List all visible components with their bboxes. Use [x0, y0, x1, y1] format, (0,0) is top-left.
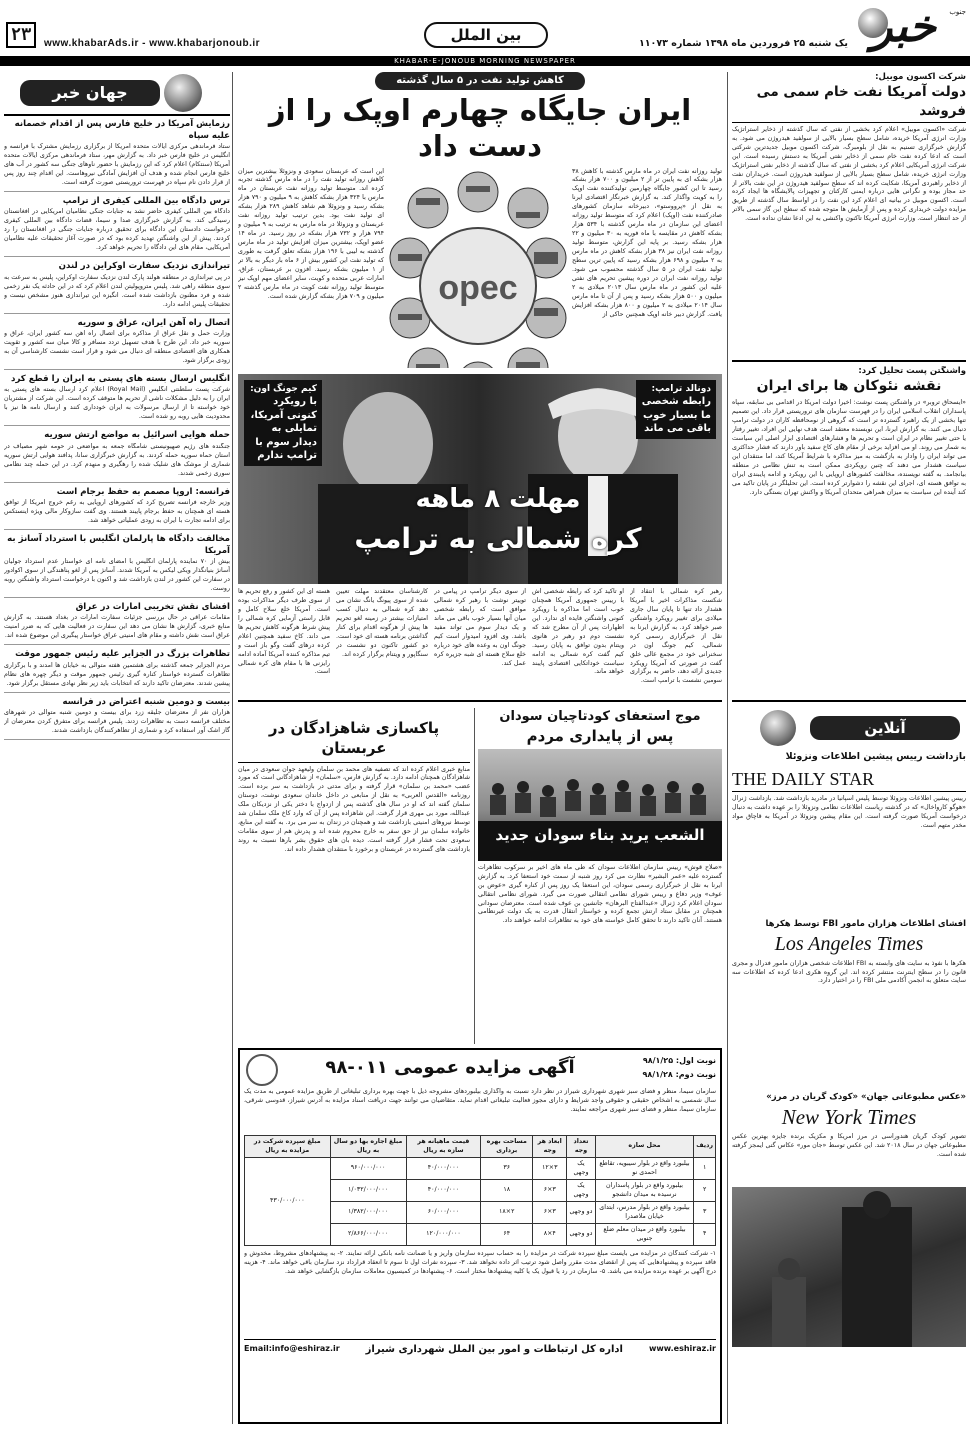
auction-cell: ۱/۰۳۲/۰۰۰/۰۰۰ [330, 1180, 406, 1202]
sudan-story [478, 708, 722, 1044]
auction-cell: بیلبورد واقع در بلوار سیبویه، تقاطع احمدی نو [595, 1158, 694, 1180]
exxon-story [732, 72, 966, 362]
world-news-item [4, 602, 230, 645]
newspaper-banner: KHABAR-E-JONOUB MORNING NEWSPAPER [0, 56, 970, 66]
sudan-protest-photo [478, 749, 722, 861]
world-news-item [4, 196, 230, 257]
world-news-item-title: اتصال راه آهن ایران، عراق و سوریه [77, 317, 230, 328]
world-news-item-title: انگلیس ارسال بسته های پستی به ایران را قطع کرد [11, 373, 230, 384]
daily-star-masthead: THE DAILY STAR [732, 767, 966, 792]
auction-table-row [245, 1158, 716, 1180]
world-news-item-body: وزارت حمل و نقل عراق از مذاکره برای اتصال راه آهن سه کشور ایران، عراق و سوریه خبر داد. این طرح با هدف تسهیل تردد مسافر و کالا میان سه کشور و تقویت همکاری های اقتصادی منطقه ای دنبال می شود و قرار است نشست کارشناسی آن به زودی برگزار شود. [4, 330, 230, 364]
online-label: آنلاین [810, 716, 960, 740]
saudi-story [238, 708, 470, 1044]
world-news-item-title: رزمایش آمریکا در خلیج فارس پس از اقدام خصمانه علیه سپاه [14, 119, 230, 141]
world-globe-icon [164, 74, 202, 112]
summit-body-column: کارشناسان معتقدند مهلت تعیین شده از سوی پیونگ یانگ نشان می دهد کره شمالی به دنبال کسب امتیازات بیشتر در زمینه لغو تحریم ها پیش از هرگونه اقدام برای کنار گذاشتن برنامه هسته ای خود است. دو کشور تاکنون دو نشست در سنگاپور و ویتنام برگزار کرده اند. [336, 588, 428, 658]
world-news-item-body: مردم الجزایر جمعه گذشته برای هشتمین هفته متوالی به خیابان ها آمدند و با برگزاری تظاهرات گسترده خواستار کناره گیری رئیس جمهور موقت و دیگر چهره های نظام پیشین شدند. معترضان تاکید دارند که انتخابات باید زیر نظر نهادی مستقل برگزار شود. [4, 661, 230, 687]
auction-cell: ۲ [694, 1180, 716, 1202]
world-news-column [4, 72, 230, 1424]
auction-cell: ۱۲۰/۰۰۰/۰۰۰ [406, 1224, 481, 1246]
world-news-item-title: بیست و دومین شنبه اعتراض در فرانسه [62, 696, 230, 707]
world-news-item [4, 261, 230, 313]
world-news-item-title: حمله هوایی اسرائیل به مواضع ارتش سوریه [44, 430, 230, 441]
auction-turn-2: نوبت دوم: ۹۸/۱/۲۸ [642, 1070, 716, 1079]
trump-caption [636, 380, 716, 439]
neocon-headline: نقشه نئوکان ها برای ایران [756, 378, 942, 395]
auction-column-header: ردیف [694, 1136, 716, 1158]
auction-cell: ۱/۳۸۲/۰۰۰/۰۰۰ [330, 1202, 406, 1224]
auction-table [244, 1135, 716, 1246]
world-news-item-body: در پی تیراندازی در منطقه هولند پارک لندن نزدیک سفارت اوکراین، پلیس به سرعت به سوی منطقه راهی شد. پلیس متروپولیتن لندن اعلام کرد که در این حادثه یک نفر زخمی شده و فرد مظنون بازداشت شده است. انگیزه این تیراندازی هنوز مشخص نیست و تحقیقات پلیس ادامه دارد. [4, 273, 230, 308]
auction-cell: ۱۸ [481, 1180, 533, 1202]
summit-body-column: رهبر کره شمالی با انتقاد از شکست مذاکرات اخیر با آمریکا هشدار داد تنها تا پایان سال جاری میلادی برای تغییر رویکرد واشنگتن صبر خواهد کرد. به گزارش ایرنا به نقل از خبرگزاری رسمی کره شمالی، کیم جونگ اون در سخنرانی خود در مجمع عالی خلق گفت در صورتی که آمریکا رویکرد جدیدی ارائه دهد، حاضر به برگزاری سومین نشست با ترامپ است. [630, 588, 722, 685]
trump-caption-text: رابطه شخصی ما بسیار خوب باقی می ماند [641, 396, 711, 435]
summit-body-column: از سوی دیگر ترامپ در پیامی در توییتر نوشت با رهبر کره شمالی موافق است که رابطه شخصی میان آنها بسیار خوب باقی می ماند و یک دیدار سوم می تواند مفید باشد. وی افزود امیدوار است کیم جونگ اون به وعده های خود درباره خلع سلاح هسته ای شبه جزیره کره عمل کند. [434, 588, 526, 667]
world-news-item [4, 430, 230, 482]
auction-column-header: قیمت ماهیانه هر سازه به ریال [406, 1136, 481, 1158]
world-news-item-body: هزاران نفر از معترضان جلیقه زرد برای بیست و دومین شنبه متوالی در شهرهای مختلف فرانسه دست به تظاهرات زدند. پلیس فرانسه برای متفرق کردن معترضان از گاز اشک آور استفاده کرد و شماری از تظاهرکنندگان بازداشت شدند. [4, 709, 230, 735]
online-body-2: هکرها با نفوذ به سایت های وابسته به FBI اطلاعات شخصی هزاران مامور فدرال و مجری قانون را در سطح اینترنت منتشر کرده اند. این گروه هکری ادعا کرده که اطلاعات سه سایت متعلق به انجمن آکادمی ملی FBI را در اختیار دارد. [732, 959, 966, 985]
opec-logo-text: opec [438, 268, 518, 307]
auction-column-header: مساحت بهره برداری [481, 1136, 533, 1158]
world-news-list [4, 119, 230, 740]
online-headline: بازداشت رییس پیشین اطلاعات ونزوئلا [785, 751, 966, 762]
auction-web[interactable]: www.eshiraz.ir [648, 1344, 716, 1354]
auction-cell: دو وجهی [567, 1224, 595, 1246]
world-news-item [4, 119, 230, 192]
column-divider [727, 72, 728, 1424]
auction-cell: بیلبورد واقع در بلوار مدرس، ابتدای خیابان ملاصدرا [595, 1202, 694, 1224]
auction-cell: ۲/۸۶۶/۰۰۰/۰۰۰ [330, 1224, 406, 1246]
auction-cell: ۹۶۰/۰۰۰/۰۰۰ [330, 1158, 406, 1180]
world-news-item [4, 649, 230, 692]
newspaper-logo [856, 2, 966, 54]
world-news-item-title: تظاهرات بزرگ در الجزایر علیه رئیس جمهور موقت [15, 649, 230, 660]
summit-body-column: او تاکید کرد که رابطه شخصی اش با رییس جمهوری آمریکا همچنان خوب است اما مذاکره با رویکرد کنونی واشنگتن فایده ای ندارد. این اظهارات پس از آن مطرح شد که نشست دوم دو رهبر در هانوی ویتنام بدون توافق به پایان رسید. کیم گفت کره شمالی به ادامه سیاست خوداتکایی اقتصادی پایبند خواهد ماند. [532, 588, 624, 676]
online-body-3: تصویر کودک گریان هندوراسی در مرز آمریکا و مکزیک برنده جایزه بهترین عکس مطبوعاتی جهان در سال ۲۰۱۸ شد. این عکس توسط «جان مور» عکاس گتی ایمجز گرفته شده است. [732, 1133, 966, 1159]
world-news-item-title: مخالفت دادگاه ها پارلمان انگلیس با استرداد آسانژ به آمریکا [7, 533, 230, 556]
online-subhead-3: «عکس مطبوعاتی جهان» «کودک گریان در مرز» [766, 1091, 966, 1102]
auction-cell: یک وجهی [567, 1180, 595, 1202]
photo-silhouette [732, 1187, 966, 1347]
online-body-1: رییس پیشین اطلاعات ونزوئلا توسط پلیس اسپانیا در مادرید بازداشت شد. بازداشت ژنرال «هوگو کارواخال» که در گذشته ریاست اطلاعات نظامی ونزوئلا را بر عهده داشت به دنبال درخواست آمریکا صورت گرفته است. این مقام پیشین ونزوئلا در آمریکا به قاچاق مواد مخدر متهم است. [732, 795, 966, 829]
nyt-masthead: New York Times [781, 1105, 917, 1130]
world-news-item-body: بیش از ۷۰ نماینده پارلمان انگلیس با امضای نامه ای خواستار عدم استرداد جولیان آسانژ بنیانگذار ویکی لیکس به آمریکا شدند. آسانژ پس از لغو پناهندگی از سوی اکوادور در سفارت این کشور در لندن بازداشت شد و اکنون با درخواست استرداد واشنگتن روبه روست. [4, 558, 230, 592]
sudan-body: «صلاح قوش» رییس سازمان اطلاعات سودان که طی ماه های اخیر بر سرکوب تظاهرات گسترده علیه «عمر البشیر» نظارت می کرد روز شنبه از سمت خود استعفا کرد. به گزارش ایرنا به نقل از خبرگزاری رسمی سودان، این استعفا یک روز پس از کناره گیری «عوض بن عوف» وزیر دفاع و رییس شورای نظامی انتقالی صورت می گیرد. شورای نظامی انتقالی سودان اعلام کرد ژنرال «عبدالفتاح البرهان» جانشین بن عوف شده است. معترضان سودانی همچنان در مقابل ستاد ارتش تجمع کرده و خواستار انتقال قدرت به یک دولت غیرنظامی هستند. آنان تاکید دارند تا تحقق کامل خواسته های خود به تظاهرات ادامه خواهند داد. [478, 863, 722, 925]
world-news-item [4, 487, 230, 530]
auction-cell: ۲×۱۸ [481, 1202, 533, 1224]
exxon-headline: دولت آمریکا نفت خام سمی می فروشد [732, 83, 966, 122]
auction-deposit-cell: ۴۳۰/۰۰۰/۰۰۰ [245, 1158, 331, 1246]
lead-story [238, 72, 722, 368]
world-news-item [4, 534, 230, 598]
auction-table-body [245, 1158, 716, 1246]
page-number: ۲۳ [6, 22, 36, 48]
la-times-masthead: Los Angeles Times [774, 932, 924, 955]
world-news-item-body: مقامات عراقی در حال بررسی جزئیات سفارت امارات در بغداد هستند. به گزارش منابع خبری، گزارش ها نشان می دهد این سفارت در فعالیت هایی که به ضرر امنیت عراق است نقش داشته و مقام های امنیتی عراق خواستار پیگیری این موضوع شده اند. [4, 614, 230, 640]
world-news-item-body: دادگاه بین المللی کیفری حاضر نشد به جنایات جنگی نظامیان آمریکایی در افغانستان رسیدگی کند. به گزارش خبرگزاری صدا و سیما، قضات دادگاه بین المللی کیفری درخواست دادستان این دادگاه برای تحقیق درباره جنایات جنگی در افغانستان را رد کردند. پیش از این واشنگتن تهدید کرده بود که در صورت آغاز تحقیقات علیه نظامیان آمریکایی، مقام های این دادگاه را تحریم خواهد کرد. [4, 208, 230, 252]
auction-turn-1: نوبت اول: ۹۸/۱/۲۵ [642, 1056, 716, 1065]
online-globe-icon [760, 710, 796, 746]
auction-column-header: محل سازه [595, 1136, 694, 1158]
world-news-item-body: وزیر خارجه فرانسه تصریح کرد که کشورهای اروپایی به رغم خروج آمریکا از توافق هسته ای همچنان به حفظ برجام پایبند هستند. وی گفت سازوکار مالی ویژه اینستکس برای ادامه تجارت با ایران به زودی عملیاتی خواهد شد. [4, 499, 230, 524]
online-subhead-2: افشای اطلاعات هزاران مامور FBI توسط هکرها [765, 919, 966, 930]
auction-cell: بیلبورد واقع در بلوار پاسداران نرسیده به میدان دانشجو [595, 1180, 694, 1202]
lead-headline: ایران جایگاه چهارم اوپک را از دست داد [268, 92, 692, 163]
kim-caption [244, 380, 322, 466]
border-child-photo [732, 1187, 966, 1347]
summit-headline-1: مهلت ۸ ماهه [415, 484, 581, 514]
auction-cell: بیلبورد واقع در میدان معلم ضلع جنوبی [595, 1224, 694, 1246]
auction-cell: ۳ [694, 1202, 716, 1224]
auction-cell: دو وجهی [567, 1202, 595, 1224]
kim-caption-kicker: کیم جونگ اون: [250, 384, 317, 394]
saudi-headline: پاکسازی شاهزادگان در عربستان [238, 718, 470, 763]
auction-cell: ۴۰/۰۰۰/۰۰۰ [406, 1158, 481, 1180]
world-news-item [4, 697, 230, 740]
world-news-item-body: ستاد فرماندهی مرکزی ایالات متحده آمریکا از برگزاری رزمایش مشترک با فرانسه و انگلیس در خلیج فارس خبر داد. به گزارش مهر، ستاد فرماندهی مرکزی ایالات متحده آمریکا (سنتکام) اعلام کرد که این رزمایش با حضور ناوهای جنگی سه کشور در آب های خلیج فارس انجام شده و هدف آن افزایش آمادگی نیروهاست. این اقدام چند روز پس از قرار دادن نام سپاه در فهرست تروریستی صورت گرفته است. [4, 143, 230, 186]
summit-body-column: هسته ای این کشور و رفع تحریم ها از سوی طرف دیگر مذاکرات بوده است. آمریکا خلع سلاح کامل و قابل راستی آزمایی کره شمالی را پیش شرط هرگونه کاهش تحریم ها می داند. کاخ سفید همچنین اعلام کرده درهای گفت وگو باز است و تیم مذاکره کننده آمریکا آماده ادامه رایزنی ها با مقام های کره شمالی است. [238, 588, 330, 676]
lead-body-col2: این است که عربستان سعودی و ونزوئلا بیشترین میزان کاهش روزانه تولید نفت را در ماه مارس گذشته تجربه کرده اند. متوسط تولید روزانه نفت عربستان در ماه مارس با ۳۲۴ هزار بشکه کاهش به ۹ میلیون و ۷۹۰ هزار بشکه رسید و ونزوئلا هم شاهد کاهش ۲۸۹ هزار بشکه ای تولید نفت بود. بدین ترتیب تولید روزانه نفت عربستان و ونزوئلا در ماه مارس به ترتیب به ۹ میلیون و ۷۹۴ هزار و ۷۳۲ هزار بشکه در روز رسید. در ماه ۱۴ عضو اوپک، بیشترین میزان افزایش تولید در ماه مارس گذشته به لیبی با ۱۹۶ هزار بشکه تعلق گرفت به طوری که تولید نفت این کشور بیش از ۶ ماه بار دیگر به بالا تر از ۱ میلیون بشکه رسید. افزون بر عربستان، عراق، امارات عربی متحده و کویت، سایر اعضای مهم اوپک نیز متوسط تولید روزانه نفت کویت در ماه مارس گذشته ۲ میلیون و ۷۰۹ هزار بشکه گزارش شده است. [238, 167, 384, 300]
lead-kicker: کاهش تولید نفت در ۵ سال گذشته [375, 72, 585, 90]
summit-body [238, 588, 722, 702]
auction-footer: اداره کل ارتباطات و امور بین الملل شهرداری شیراز [365, 1344, 623, 1355]
issue-line: یک شنبه ۲۵ فروردین ماه ۱۳۹۸ شماره ۱۱۰۷۳ [638, 38, 848, 49]
auction-cell: ۴×۸ [533, 1224, 567, 1246]
logo-subtext: جنوب [949, 8, 966, 16]
auction-title: آگهی مزایده عمومی ۰۱۱-۹۸ [325, 1057, 575, 1078]
kim-caption-text: با رویکرد کنونی آمریکا، تمایلی به دیدار سوم با ترامپ ندارم [250, 396, 317, 462]
world-news-item-title: ترس دادگاه بین المللی کیفری از ترامپ [62, 195, 230, 206]
logo-text: خبر [871, 1, 936, 52]
sudan-headline: پس از پایداری مردم [526, 726, 674, 745]
auction-cell: ۴۰/۰۰۰/۰۰۰ [406, 1180, 481, 1202]
saudi-body: منابع خبری اعلام کرده اند که تصفیه های محمد بن سلمان ولیعهد جوان سعودی در میان شاهزادگان همچنان ادامه دارد. به گزارش فارس، «سلمان» از شاهزادگانی است که مورد غضب «محمد بن سلمان» قرار گرفته و برای مدتی در بازداشت به سر برده است. روزنامه «القدس العربی» به نقل از منابعی در داخل خاندان سعودی نوشت، دوستان سلمان گفته اند که او در سال های گذشته پس از ازدواج با دختر یکی از نزدیکان ملک عبدالله، مورد بی مهری قرار گرفت. این شاهزاده پس از آن که وارد کاخ ملک سلمان شد توسط نیروهای امنیتی بازداشت شد و همچنان در زندان به سر می برد. به گفته این منابع، خانواده سلمان نیز از حق سفر به خارج محروم شده اند و پدرش هم از سوی مقامات سعودی تحت فشار قرار گرفته است. دیده بان های حقوق بشر بارها نسبت به روند بازداشت های گسترده در عربستان و برخورد با منتقدان هشدار داده اند. [238, 765, 470, 853]
site-urls[interactable]: www.khabarAds.ir - www.khabarjonoub.ir [44, 38, 261, 49]
world-news-title: جهان خبر [20, 80, 160, 106]
auction-cell: ۶۴ [481, 1224, 533, 1246]
auction-cell: ۶۰/۰۰۰/۰۰۰ [406, 1202, 481, 1224]
online-box [732, 708, 966, 1424]
auction-table-header [245, 1136, 716, 1158]
auction-column-header: مبلغ اجاره بها دو سال به ریال [330, 1136, 406, 1158]
world-news-item-title: فرانسه: اروپا مصمم به حفظ برجام است [56, 486, 230, 497]
neocon-kicker: واشنگتن پست تحلیل کرد: [858, 366, 966, 376]
auction-column-header: ابعاد هر وجه [533, 1136, 567, 1158]
auction-cell: ۳×۶ [533, 1180, 567, 1202]
world-news-item [4, 318, 230, 370]
exxon-kicker: شرکت اکسون موبیل: [875, 72, 966, 82]
sudan-kicker: موج استعفای کودتاچیان سودان [499, 709, 701, 724]
trump-caption-kicker: دونالد ترامپ: [651, 384, 711, 394]
opec-graphic [388, 168, 568, 369]
auction-column-header: تعداد وجه [567, 1136, 595, 1158]
neocon-body: «ایسحاق تروبر» در واشنگتن پست نوشت: اخیرا دولت آمریکا در اقدامی بی سابقه، سپاه پاسداران انقلاب اسلامی ایران را در فهرست سازمان های تروریستی قرار داد. این تصمیم تنها بخشی از یک راهبرد گسترده تر است که گروهی از نومحافظه کاران در دولت ترامپ دنبال می کنند. به گزارش ایرنا، این نویسنده معتقد است هدف نهایی این افراد، تغییر رفتار یا حتی تغییر نظام در ایران است و تحریم ها و فشارهای اقتصادی ابزار اصلی این سیاست به شمار می روند. او می افزاید برخی از مقام های کاخ سفید باور دارند که فشار حداکثری می تواند ایران را وادار به بازگشت به میز مذاکره با شرایط آمریکا کند، اما منتقدان این سیاست هشدار می دهند که چنین رویکردی ممکن است به تنش نظامی در منطقه بیانجامد. به گفته نویسنده، مخالفت کشورهای اروپایی با این رویکرد و ادامه پایبندی ایران به توافق هسته ای، اجرای این نقشه را دشوارتر کرده است. این تحلیلگر در پایان تاکید می کند آینده این سیاست به میزان همراهی متحدان آمریکا و واکنش تهران بستگی دارد. [732, 399, 966, 496]
world-news-item-body: شرکت پست سلطنتی انگلیس (Royal Mail) اعلام کرد ارسال بسته های پستی به ایران را به دلیل مشکلات ناشی از تحریم ها متوقف کرده است. این شرکت از مشتریان خود خواسته تا از ارسال مرسولات به ایران خودداری کنند و ارسال نامه ها نیز با محدودیت هایی روبه رو شده است. [4, 386, 230, 421]
world-news-item-title: تیراندازی نزدیک سفارت اوکراین در لندن [58, 261, 230, 272]
auction-cell: ۴ [694, 1224, 716, 1246]
auction-cell: ۱ [694, 1158, 716, 1180]
lead-body-col1: تولید روزانه نفت ایران در ماه مارس گذشته با کاهش ۳۸ هزار بشکه ای به پایین تر از ۲ میلیون و ۷۰۰ هزار بشکه رسید تا این کشور جایگاه چهارمین تولیدکننده نفت اوپک را به کویت واگذار کند. به گزارش خبرنگار اقتصادی ایرنا به نقل از «پرووستو»، دبیرخانه سازمان کشورهای صادرکننده نفت (اوپک) اعلام کرد که متوسط تولید روزانه اعضای این سازمان در ماه مارس گذشته با ۵۳۴ هزار بشکه کاهش در مقایسه با ماه فوریه به ۳۰ میلیون و ۲۲ هزار بشکه رسید. بر پایه این گزارش، متوسط تولید روزانه نفت ایران نیز ۳۸ هزار بشکه کاهش در ماه مارس به ۲ میلیون و ۶۹۸ هزار بشکه رسید که پایین ترین سطح تولید نفت ایران در ۵ سال گذشته محسوب می شود. تولید روزانه نفت ایران در دوره پیشین تحریم های نفتی علیه این کشور در ماه مارس سال ۲۰۱۳ میلادی به ۲ میلیون و ۵۰۰ هزار بشکه رسید و پس از آن تا ماه مارس سال ۲۰۱۴ میلادی به ۲ میلیون و ۸۰۰ هزار بشکه افزایش یافت. گزارش دبیر خانه اوپک همچنین حاکی از [572, 167, 722, 318]
auction-cell: ۳×۱۲ [533, 1158, 567, 1180]
auction-ad [238, 1048, 722, 1424]
exxon-body: شرکت «اکسون موبیل» اعلام کرد بخشی از نفتی که سال گذشته از ذخایر استراتژیک وزارت انرژی آمریکا خریده، شامل سطح بسیار بالایی از سولفید هیدروژن می شود. به گزارش خبرگزاری تسنیم به نقل از بلومبرگ، شرکت اکسون موبیل جدیدترین شرکتی است که ادعا کرده نفت خام سمی از ذخایر نفتی آمریکا به دستش رسیده است. این شرکت انرژی آمریکایی اعلام کرد بخشی از نفتی که سال گذشته از ذخایر نفتی استراتژیک وزارت انرژی خریده، شامل سطح بسیار بالایی از سولفید هیدروژن است. خریداران نفت از ذخایر راهبردی آمریکا، شکایت کرده اند که سطح سولفید هیدروژن در این نفت بالاتر از حد مجاز بوده و نگرانی هایی درباره ایمنی کارکنان و تجهیزات پالایشگاه ها ایجاد کرده است. اکسون موبیل در بیانیه ای اعلام کرد این نفت را در اواسط سال گذشته از طریق مزایده دولت خریداری کرده و پس از آزمایش ها متوجه شده که سطح این گاز سمی بالاتر از حد انتظار است. وزارت انرژی آمریکا تاکنون واکنشی به این ادعا نشان نداده است. [732, 125, 966, 223]
world-news-item-title: افشای نقش تخریبی امارات در عراق [75, 601, 230, 612]
world-news-item-body: جنگنده های رژیم صهیونیستی شامگاه جمعه به مواضعی در حومه شهر مصیاف در استان حماه سوریه حمله کردند. به گزارش خبرگزاری سانا، پدافند هوایی ارتش سوریه شماری از موشک های شلیک شده را رهگیری و منهدم کرد. در این حمله چند نظامی سوری زخمی شدند. [4, 442, 230, 477]
auction-column-header: مبلغ سپرده شرکت در مزایده به ریال [245, 1136, 331, 1158]
column-divider [232, 72, 233, 1424]
column-divider [474, 708, 475, 1044]
neocon-story [732, 366, 966, 702]
auction-cell: ۳×۶ [533, 1202, 567, 1224]
auction-cell: ۳۶ [481, 1158, 533, 1180]
auction-intro: سازمان سیما، منظر و فضای سبز شهری شهرداری شیراز در نظر دارد نسبت به واگذاری بیلبوردهای مشروحه ذیل با جهت بهره برداری تبلیغاتی از طریق مزایده عمومی به مدت یک سال شمسی به اشخاص حقیقی و حقوقی واجد شرایط و دارای مجوز فعالیت تبلیغاتی اقدام نماید. متقاضیان می توانند جهت دریافت اسناد مزایده به آدرس شیراز، قدوسی شرقی، سازمان سیما، منظر و فضای سبز شهری مراجعه نمایند. [244, 1088, 716, 1113]
summit-headline-2: کره شمالی به ترامپ [354, 522, 642, 555]
municipality-emblem-icon [246, 1054, 278, 1086]
trump-kim-photo [238, 374, 722, 584]
auction-email[interactable]: Email:info@eshiraz.ir [244, 1344, 340, 1354]
world-news-header [4, 72, 230, 116]
auction-cell: یک وجهی [567, 1158, 595, 1180]
masthead [0, 0, 970, 58]
world-news-item [4, 374, 230, 426]
section-title: بین الملل [424, 22, 548, 48]
sudan-banner-text: الشعب يريد بناء سودان جديد [495, 825, 705, 844]
auction-conditions: ۱- شرکت کنندگان در مزایده می بایست مبلغ سپرده شرکت در مزایده را به حساب سپرده سازمان واریز و یا ضمانت نامه بانکی ارائه نمایند. ۲- به پیشنهادهای مشروط، مخدوش و فاقد سپرده و پیشنهادهایی که پس از انقضای مدت مقرر واصل شود ترتیب اثر داده نخواهد شد. ۳- سپرده نفرات اول تا سوم تا انعقاد قرارداد نزد سازمان باقی خواهد ماند. ۴- هزینه درج آگهی بر عهده برنده مزایده می باشد. ۵- سازمان در رد یا قبول یک یا کلیه پیشنهادها مختار است. ۶- پیشنهادها در کمیسیون معاملات سازمان بازگشایی خواهد شد. [244, 1250, 716, 1275]
